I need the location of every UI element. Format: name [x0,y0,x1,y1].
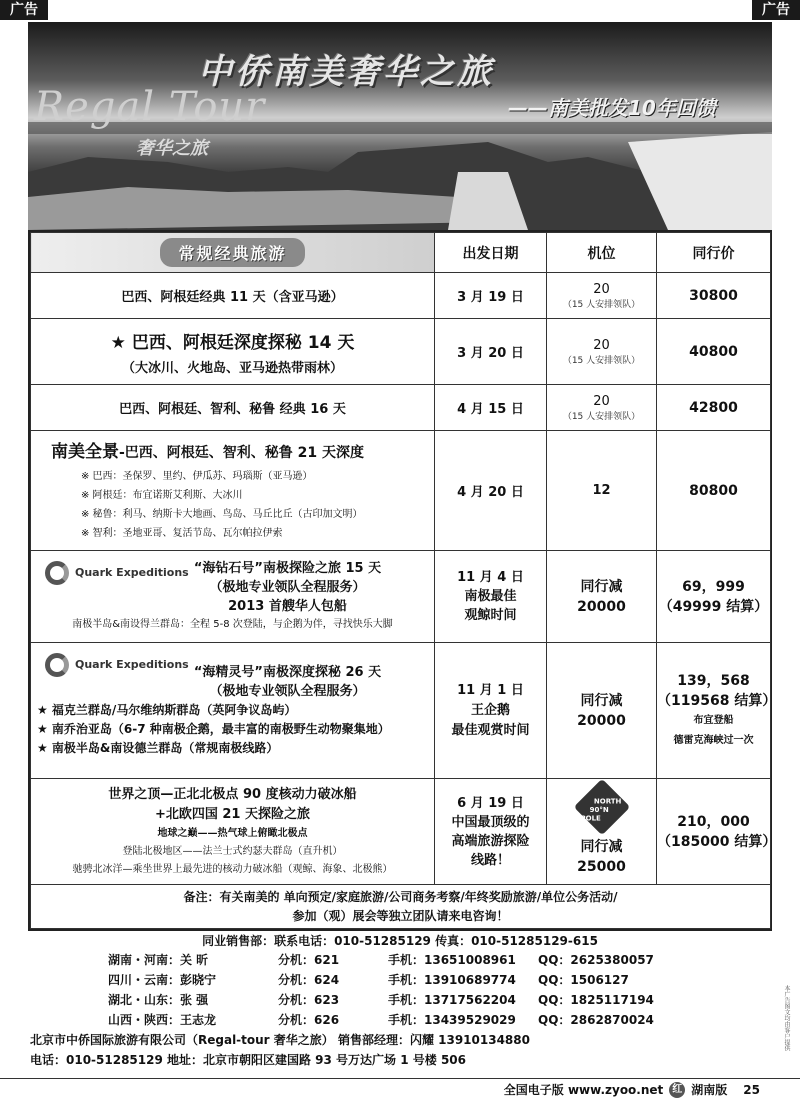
tour-title [31,439,434,467]
discount-label: 同行减 [580,692,623,709]
rep-region: 山西・陕西：王志龙 [108,1013,217,1027]
rep-ext: 分机：623 [278,993,340,1007]
header-date: 出发日期 [435,233,547,273]
price: 80800 [657,431,771,551]
settlement-price: （185000 结算） [657,833,777,850]
settlement-price: （49999 结算） [658,598,769,615]
discount-amount: 25000 [577,858,626,875]
price: 40800 [657,319,771,385]
date-note: 南极最佳 [464,589,517,604]
price: 42800 [657,385,771,431]
tour-title-big: 南美全景 [51,441,119,462]
tour-title [31,328,434,353]
table-row [31,779,771,885]
sales-rep-row [28,1010,772,1030]
tour-subtitle: （极地专业领队全程服务） [209,684,366,699]
price-note: 德雷克海峡过一次 [673,734,754,746]
regal-tour-logo: Regal Tour [34,84,266,130]
rep-mobile: 手机：13910689774 [388,973,516,987]
quark-expeditions-logo [45,561,189,585]
tour-subtitle: （大冰川、火地岛、亚马逊热带雨林） [121,360,343,376]
table-row [31,431,771,551]
tour-title-rest: -巴西、阿根廷、智利、秘鲁 21 天深度 [119,444,365,461]
tour-title-cell [31,551,435,643]
departure-date-cell [435,643,547,779]
tour-table [28,230,777,931]
date-note: 高端旅游探险 [451,833,530,849]
seats-cell [547,273,657,319]
rep-ext: 分机：624 [278,973,340,987]
discount-label: 同行减 [580,578,623,595]
price: 210，000 [677,813,750,830]
price: 30800 [657,273,771,319]
rep-qq: QQ：1825117194 [538,993,654,1007]
sales-hotline: 同业销售部：联系电话：010-51285129 传真：010-51285129-615 [202,934,598,948]
price: 139，568 [677,672,750,689]
rep-qq: QQ：2625380057 [538,953,654,967]
tour-title-cell [31,779,435,885]
seats-count: 20 [593,393,610,409]
price-cell [657,779,777,885]
departure-date: 11 月 4 日 [457,570,524,585]
rep-ext: 分机：626 [278,1013,340,1027]
north-pole-badge [573,778,630,835]
remark-cell [31,885,771,929]
tour-title-cell [31,643,435,779]
departure-date: 6 月 19 日 [457,795,524,811]
sales-rep-row [28,950,772,970]
seats-count: 20 [593,337,610,353]
agency-address: 电话：010-51285129 地址：北京市朝阳区建国路 93 号万达广场 1 号楼 506 [30,1053,466,1067]
tour-subline: 驰骋北冰洋—乘坐世界上最先进的核动力破冰船（观鲸、海象、北极熊） [72,863,393,875]
departure-date: 3 月 19 日 [435,273,547,319]
tour-title-cell [31,319,435,385]
highlight-line: ★ 福克兰群岛/马尔维纳斯群岛（英阿争议岛屿） [37,703,297,717]
date-note: 观鲸时间 [464,608,517,623]
departure-date: 11 月 1 日 [457,682,524,698]
seats-cell [547,385,657,431]
badge-line: POLE [580,813,601,822]
ad-tag-left: 广告 [0,0,48,20]
contact-section [28,932,772,1070]
banner-subtitle: ——南美批发10年回馈 [508,96,716,120]
date-note: 最佳观赏时间 [451,722,530,738]
tour-title-text: 巴西、阿根廷深度探秘 14 天 [131,332,355,353]
rep-region: 湖北・山东：张 强 [108,993,209,1007]
rep-region: 湖南・河南：关 昕 [108,953,209,967]
date-note: 线路！ [470,852,510,868]
page-number: 25 [743,1082,760,1097]
footer-edition: 湖南版 [691,1083,728,1097]
rep-region: 四川・云南：彭晓宁 [108,973,217,987]
footer-site: 全国电子版 www.zyoo.net [503,1083,664,1097]
seats-count: 20 [593,281,610,297]
seats-cell [547,319,657,385]
remark-line: 备注：有关南美的 单向预定/家庭旅游/公司商务考察/年终奖励旅游/单位公务活动/ [183,889,618,904]
date-note: 王企鹅 [470,702,510,718]
tour-subtitle: （极地专业领队全程服务） [209,580,366,595]
sales-rep-row [28,970,772,990]
rep-mobile: 手机：13651008961 [388,953,516,967]
tour-title: 巴西、阿根廷、智利、秘鲁 经典 16 天 [31,385,435,431]
seats-note: （15 人安排领队） [562,411,641,422]
date-note: 中国最顶级的 [451,814,530,830]
rep-ext: 分机：621 [278,953,340,967]
quark-expeditions-logo [45,653,189,677]
tour-title: “海钻石号”南极探险之旅 15 天 [193,561,382,576]
section-title: 常规经典旅游 [160,238,304,267]
discount-amount: 20000 [577,712,626,729]
settlement-price: （119568 结算） [657,692,777,709]
price-note: 布宜登船 [693,714,734,726]
seats-cell [547,779,657,885]
remark-row [31,885,771,929]
badge-line: 90°N [589,805,609,814]
footer-divider [0,1078,800,1079]
itinerary-note: ※ 阿根廷：布宜诺斯艾利斯、大冰川 [81,489,243,501]
tour-title-cell [31,431,435,551]
discount-amount: 20000 [577,598,626,615]
tour-title: “海精灵号”南极深度探秘 26 天 [193,665,382,680]
tour-subline: 地球之巅——热气球上俯瞰北极点 [157,827,308,839]
sales-rep-row [28,990,772,1010]
itinerary-note: ※ 巴西：圣保罗、里约、伊瓜苏、玛瑙斯（亚马逊） [81,470,313,482]
table-row [31,643,771,779]
banner-image [28,22,772,230]
banner-title: 中侨南美奢华之旅 [198,52,494,92]
price: 69，999 [682,578,745,595]
rep-mobile: 手机：13717562204 [388,993,516,1007]
discount-label: 同行减 [580,838,623,855]
departure-date-cell [435,779,547,885]
table-row [31,319,771,385]
seats-count: 12 [547,431,657,551]
seats-cell [547,551,657,643]
rep-qq: QQ：2862870024 [538,1013,654,1027]
tour-subtitle: 2013 首艘华人包船 [228,599,347,614]
regal-tour-logo-cn: 奢华之旅 [136,138,208,159]
quark-logo-icon [45,653,69,677]
departure-date: 4 月 15 日 [435,385,547,431]
tour-title: 巴西、阿根廷经典 11 天（含亚马逊） [31,273,435,319]
page-footer [504,1081,760,1098]
tour-title: +北欧四国 21 天探险之旅 [154,806,311,822]
highlight-line: ★ 南极半岛&南设德兰群岛（常规南极线路） [37,741,279,755]
seats-cell [547,643,657,779]
side-disclaimer: 本广告图文均由客户提供 [783,985,790,1051]
quark-logo-icon [45,561,69,585]
remark-line: 参加（观）展会等独立团队请来电咨询！ [292,908,509,923]
quark-logo-text: Quark Expeditions [75,566,189,579]
price-cell [657,643,777,779]
departure-date-cell [435,551,547,643]
tour-title: 世界之顶—正北北极点 90 度核动力破冰船 [108,786,357,802]
departure-date: 4 月 20 日 [435,431,547,551]
header-price: 同行价 [657,233,771,273]
quark-logo-text: Quark Expeditions [75,658,189,671]
table-row [31,551,771,643]
table-row [31,385,771,431]
tour-footnote: 南极半岛&南设得兰群岛：全程 5-8 次登陆，与企鹅为伴，寻找快乐大脚 [72,619,393,630]
ad-tag-right: 广告 [752,0,800,20]
badge-line: NORTH [593,796,621,805]
table-row [31,273,771,319]
highlight-line: ★ 南乔治亚岛（6-7 种南极企鹅，最丰富的南极野生动物聚集地） [37,722,390,736]
rep-mobile: 手机：13439529029 [388,1013,516,1027]
star-icon: ★ [110,332,132,353]
itinerary-note: ※ 秘鲁：利马、纳斯卡大地画、鸟岛、马丘比丘（古印加文明） [81,508,363,520]
tour-subline: 登陆北极地区——法兰士式约瑟夫群岛（直升机） [122,845,343,857]
agency-info: 北京市中侨国际旅游有限公司（Regal-tour 奢华之旅） 销售部经理：闪耀 13910134880 [30,1033,530,1047]
departure-date: 3 月 20 日 [435,319,547,385]
itinerary-note: ※ 智利：圣地亚哥、复活节岛、瓦尔帕拉伊索 [81,527,283,539]
table-header-row [31,233,771,273]
price-cell [657,551,771,643]
seats-note: （15 人安排领队） [562,299,641,310]
header-seats: 机位 [547,233,657,273]
rep-qq: QQ：1506127 [538,973,629,987]
seats-note: （15 人安排领队） [562,355,641,366]
footer-mark-icon: 红 [669,1082,685,1098]
